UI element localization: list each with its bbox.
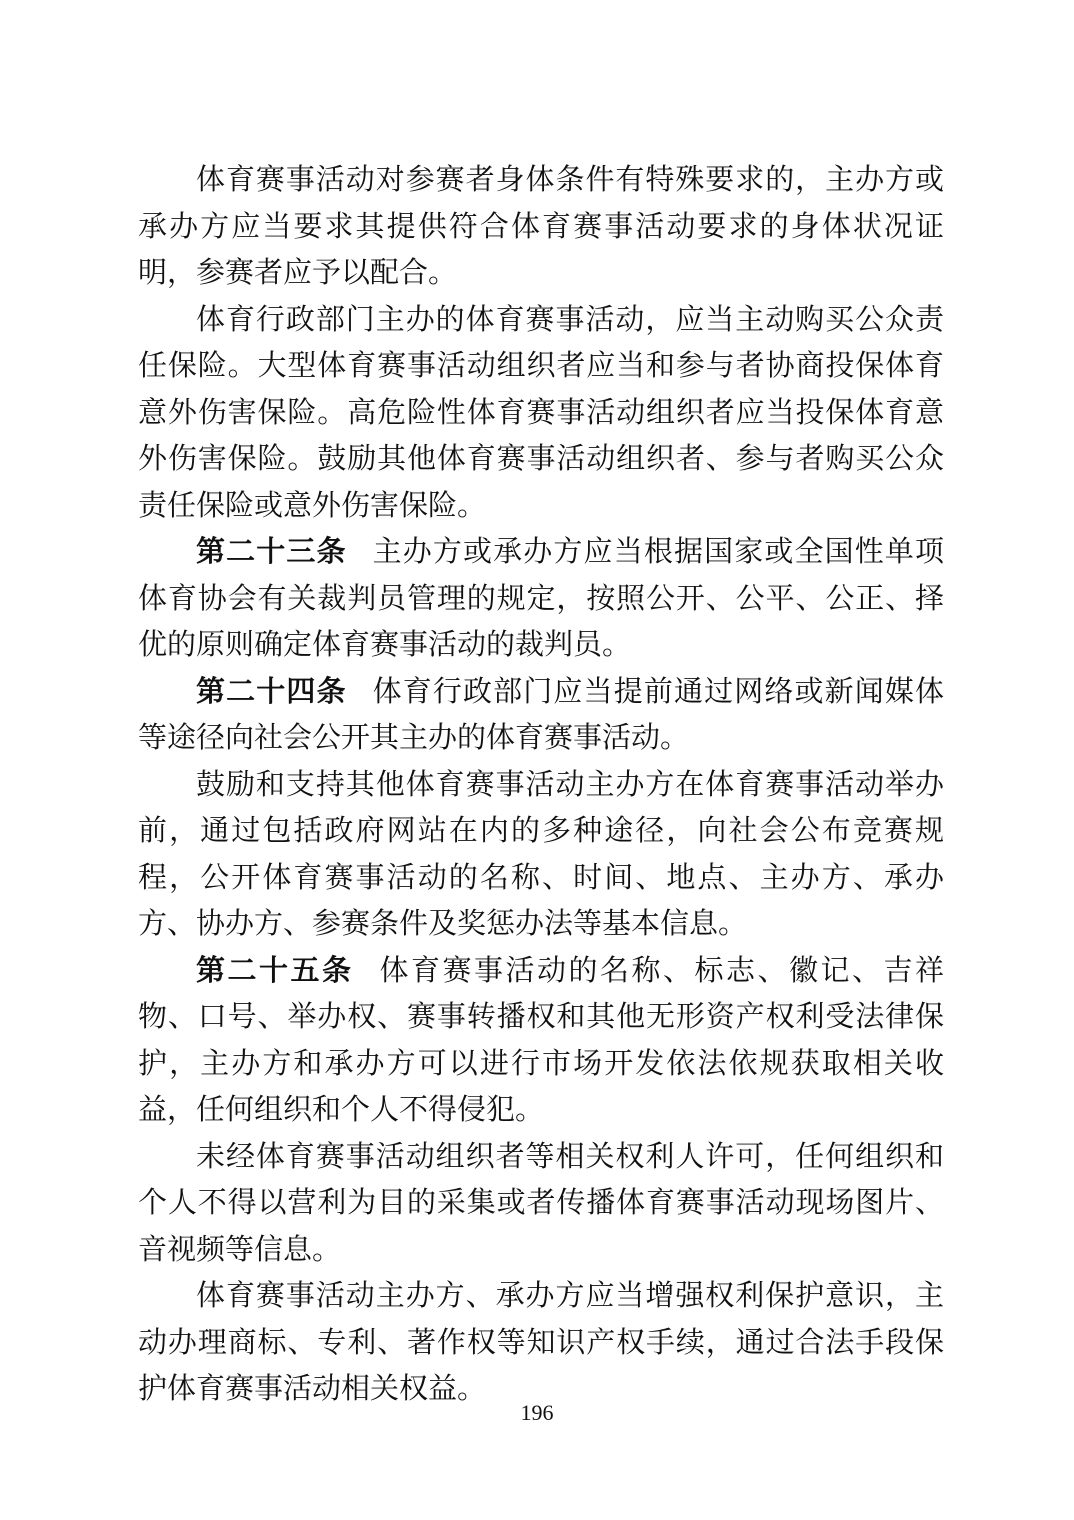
paragraph-text: 主办方或承办方应当根据国家或全国性单项体育协会有关裁判员管理的规定，按照公开、公平、公正、择优的原则确定体育赛事活动的裁判员。 <box>138 534 944 661</box>
paragraph-media-rights <box>138 1133 944 1273</box>
paragraph-insurance <box>138 296 944 529</box>
document-body <box>138 156 944 1412</box>
paragraph-physical-requirements <box>138 156 944 296</box>
article-number: 第二十四条 <box>196 673 347 708</box>
article-24 <box>138 668 944 761</box>
page-number: 196 <box>520 1400 554 1425</box>
paragraph-text: 体育行政部门应当提前通过网络或新闻媒体等途径向社会公开其主办的体育赛事活动。 <box>138 673 944 754</box>
article-number: 第二十三条 <box>196 534 347 568</box>
paragraph-public-information <box>138 761 944 947</box>
paragraph-text: 体育赛事活动的名称、标志、徽记、吉祥物、口号、举办权、赛事转播权和其他无形资产权利受法律保护，主办方和承办方可以进行市场开发依法依规获取相关收益，任何组织和个人不得侵犯。 <box>138 952 944 1126</box>
article-25 <box>138 947 944 1133</box>
paragraph-text: 体育赛事活动主办方、承办方应当增强权利保护意识，主动办理商标、专利、著作权等知识产权手续，通过合法手段保护体育赛事活动相关权益。 <box>138 1278 944 1405</box>
paragraph-text: 体育行政部门主办的体育赛事活动，应当主动购买公众责任保险。大型体育赛事活动组织者应当和参与者协商投保体育意外伤害保险。高危险性体育赛事活动组织者应当投保体育意外伤害保险。鼓励其他体育赛事活动组织者、参与者购买公众责任保险或意外伤害保险。 <box>138 301 944 522</box>
paragraph-ip-protection <box>138 1272 944 1412</box>
article-23 <box>138 528 944 668</box>
article-number: 第二十五条 <box>196 952 354 987</box>
paragraph-text: 鼓励和支持其他体育赛事活动主办方在体育赛事活动举办前，通过包括政府网站在内的多种途径，向社会公布竞赛规程，公开体育赛事活动的名称、时间、地点、主办方、承办方、协办方、参赛条件及奖惩办法等基本信息。 <box>138 766 944 940</box>
paragraph-text: 体育赛事活动对参赛者身体条件有特殊要求的，主办方或承办方应当要求其提供符合体育赛事活动要求的身体状况证明，参赛者应予以配合。 <box>138 162 944 289</box>
paragraph-text: 未经体育赛事活动组织者等相关权利人许可，任何组织和个人不得以营利为目的采集或者传播体育赛事活动现场图片、音视频等信息。 <box>138 1138 944 1266</box>
